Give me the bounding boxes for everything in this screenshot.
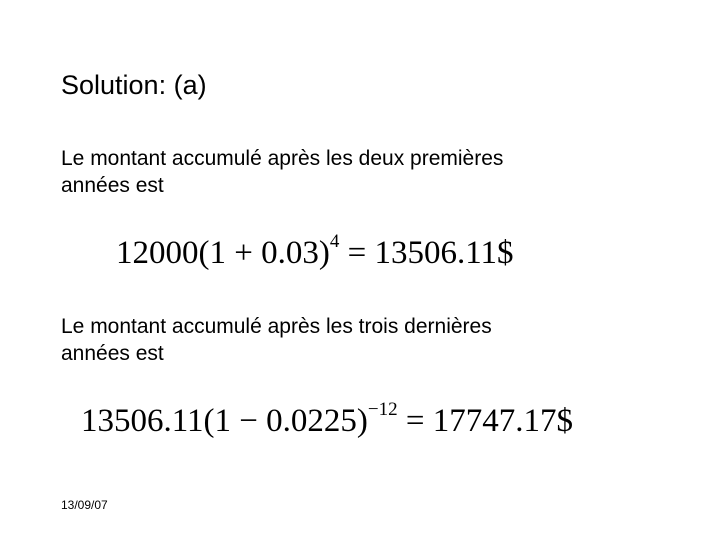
equation-first-base: 12000(1 + 0.03) [116,235,330,271]
equation-second-result: = 17747.17$ [397,403,573,439]
equation-first [116,233,513,278]
paragraph-first-two-years: Le montant accumulé après les deux premières années est [61,147,504,197]
equation-first-result: = 13506.11$ [339,235,514,271]
slide-title: Solution: (a) [61,70,207,100]
paragraph-last-three-years: Le montant accumulé après les trois dernières années est [61,315,492,365]
equation-second-base: 13506.11(1 − 0.0225) [81,403,368,439]
footer-date: 13/09/07 [61,498,108,512]
equation-second [81,401,573,446]
equation-second-exponent: −12 [367,399,398,420]
equation-first-exponent: 4 [329,231,340,252]
